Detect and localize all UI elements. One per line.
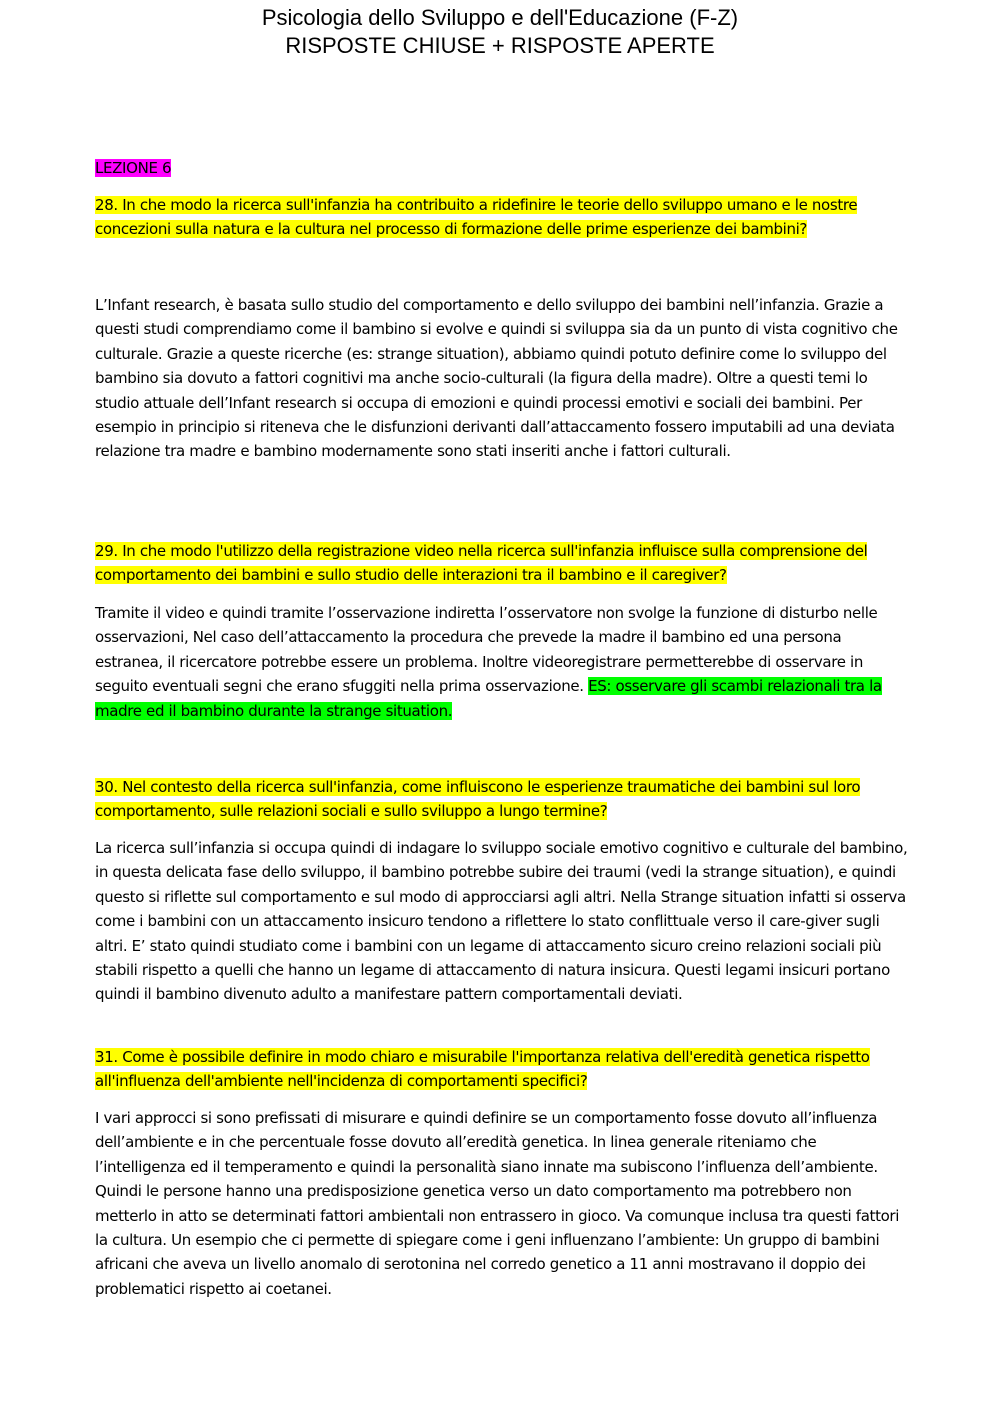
page-header [0,4,1000,60]
lesson-label: LEZIONE 6 [95,159,172,177]
question-31 [95,1045,910,1094]
answer-29 [95,601,910,723]
question-28-text: 28. In che modo la ricerca sull'infanzia ha contribuito a ridefinire le teorie dello sviluppo umano e le nostre concezioni sulla natura e la cultura nel processo di formazione delle prime esperienze dei bambini? [95,196,858,239]
answer-28 [95,293,910,464]
document-subtitle: RISPOSTE CHIUSE + RISPOSTE APERTE [285,33,715,58]
answer-28-text: L’Infant research, è basata sullo studio del comportamento e dello sviluppo dei bambini nell’infanzia. Grazie a questi studi comprendiamo come il bambino si evolve e quindi si sviluppa sia da un punto di vista cognitivo che culturale. Grazie a queste ricerche (es: strange situation), abbiamo quindi potuto definire come lo sviluppo del bambino sia dovuto a fattori cognitivi ma anche socio-culturali (la figura della madre). Oltre a questi temi lo studio attuale dell’Infant research si occupa di emozioni e quindi processi emotivi e sociali dei bambini. Per esempio in principio si riteneva che le disfunzioni derivanti dall’attaccamento fossero imputabili ad una deviata relazione tra madre e bambino modernamente sono stati inseriti anche i fattori culturali. [95,296,898,461]
answer-30 [95,836,910,1007]
document-title: Psicologia dello Sviluppo e dell'Educazione (F-Z) [261,5,739,30]
question-29-text: 29. In che modo l'utilizzo della registrazione video nella ricerca sull'infanzia influisce sulla comprensione del comportamento dei bambini e sullo studio delle interazioni tra il bambino e il caregiver? [95,542,868,585]
question-30-text: 30. Nel contesto della ricerca sull'infanzia, come influiscono le esperienze traumatiche dei bambini sul loro comportamento, sulle relazioni sociali e sullo sviluppo a lungo termine? [95,778,861,821]
question-30 [95,775,910,824]
question-31-text: 31. Come è possibile definire in modo chiaro e misurabile l'importanza relativa dell'eredità genetica rispetto all'influenza dell'ambiente nell'incidenza di comportamenti specifici? [95,1048,870,1091]
lesson-heading [95,156,910,180]
question-28 [95,193,910,242]
question-29 [95,539,910,588]
answer-29-example-highlight: ES: osservare gli scambi relazionali tra la madre ed il bambino durante la strange situation. [95,677,882,720]
answer-31-text: I vari approcci si sono prefissati di misurare e quindi definire se un comportamento fosse dovuto all’influenza dell’ambiente e in che percentuale fosse dovuto all’eredità genetica. In linea generale riteniamo che l’intelligenza ed il temperamento e quindi la personalità siano innate ma subiscono l’influenza dell’ambiente. Quindi le persone hanno una predisposizione genetica verso un dato comportamento ma potrebbero non metterlo in atto se determinati fattori ambientali non entrassero in gioco. Va comunque inclusa tra questi fattori la cultura. Un esempio che ci permette di spiegare come i geni influenzano l’ambiente: Un gruppo di bambini africani che aveva un livello anomalo di serotonina nel corredo genetico a 11 anni mostravano il doppio dei problematici rispetto ai coetanei. [95,1109,900,1298]
answer-31 [95,1106,910,1301]
answer-30-text: La ricerca sull’infanzia si occupa quindi di indagare lo sviluppo sociale emotivo cognitivo e culturale del bambino, in questa delicata fase dello sviluppo, il bambino potrebbe subire dei traumi (vedi la strange situation), e quindi questo si riflette sul comportamento e sul modo di approcciarsi agli altri. Nella Strange situation infatti si osserva come i bambini con un attaccamento insicuro tendono a riflettere lo stato conflittuale verso il care-giver sugli altri. E’ stato quindi studiato come i bambini con un legame di attaccamento sicuro creino relazioni sociali più stabili rispetto a quelli che hanno un legame di attaccamento di natura insicura. Questi legami insicuri portano quindi il bambino divenuto adulto a manifestare pattern comportamentali deviati. [95,839,908,1004]
answer-29-text: Tramite il video e quindi tramite l’osservazione indiretta l’osservatore non svolge la funzione di disturbo nelle osservazioni, Nel caso dell’attaccamento la procedura che prevede la madre il bambino ed una persona estranea, il ricercatore potrebbe essere un problema. Inoltre videoregistrare permetterebbe di osservare in seguito eventuali segni che erano sfuggiti nella prima osservazione. [95,604,878,696]
